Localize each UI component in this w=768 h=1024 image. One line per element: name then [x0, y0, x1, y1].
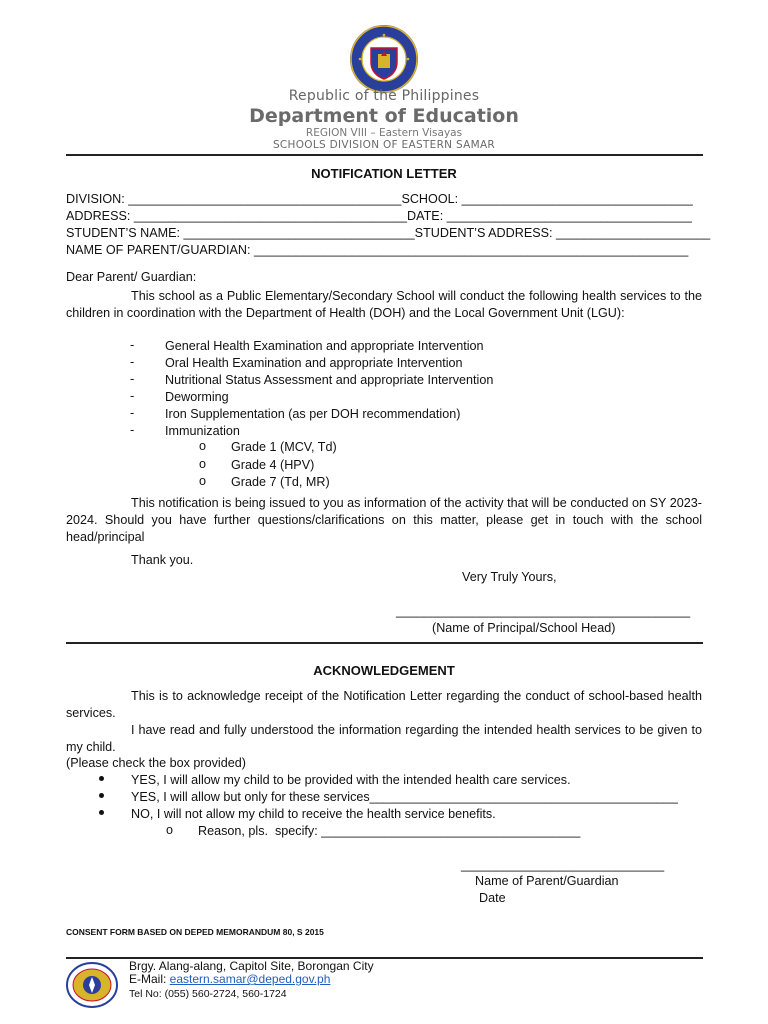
- section-divider: [66, 642, 703, 644]
- ack-instruction: (Please check the box provided): [66, 756, 246, 770]
- division-heading: SCHOOLS DIVISION OF EASTERN SAMAR: [272, 139, 496, 151]
- division-seal-logo: [66, 962, 118, 1008]
- list-marker: -: [130, 389, 135, 403]
- principal-signature-line: __________________________________________: [396, 604, 691, 618]
- sub-list-marker: o: [166, 823, 174, 837]
- list-item: Deworming: [165, 390, 229, 404]
- sub-list-marker: o: [199, 474, 207, 488]
- closing-text: Very Truly Yours,: [462, 570, 557, 584]
- list-item: Nutritional Status Assessment and appropriate Intervention: [165, 373, 494, 387]
- list-item: General Health Examination and appropriate Intervention: [165, 339, 484, 353]
- deped-seal-logo: [349, 24, 419, 94]
- department-heading: Department of Education: [249, 105, 519, 127]
- field-student-name-address: STUDENT’S NAME: _________________________________STUDENT’S ADDRESS: ______________________: [66, 226, 711, 240]
- intro-paragraph: This school as a Public Elementary/Secondary School will conduct the following health services to the children in coordination with the Department of Health (DOH) and the Local Government Unit (LGU):: [66, 289, 702, 320]
- ack-paragraph-2: I have read and fully understood the information regarding the intended health services to be given to my child.: [66, 723, 702, 754]
- list-marker: -: [130, 355, 135, 369]
- parent-signature-line: _____________________________: [461, 858, 665, 872]
- acknowledgement-title: ACKNOWLEDGEMENT: [313, 663, 455, 678]
- field-address-date: ADDRESS: _______________________________________DATE: ___________________________________: [66, 209, 692, 223]
- footer-email-row: [129, 972, 330, 986]
- footer-tel: Tel No: (055) 560-2724, 560-1724: [129, 988, 287, 1000]
- consent-note: CONSENT FORM BASED ON DEPED MEMORANDUM 80, S 2015: [66, 927, 324, 937]
- list-item: Oral Health Examination and appropriate Intervention: [165, 356, 463, 370]
- footer-address: Brgy. Alang-alang, Capitol Site, Borongan City: [129, 959, 374, 973]
- sub-list-item: Grade 1 (MCV, Td): [231, 440, 337, 454]
- header-divider: [66, 154, 703, 156]
- principal-signature-label: (Name of Principal/School Head): [432, 621, 616, 635]
- sub-list-marker: o: [199, 457, 207, 471]
- salutation: Dear Parent/ Guardian:: [66, 270, 197, 284]
- reason-field: Reason, pls. specify: _____________________________________: [198, 824, 581, 838]
- sub-list-item: Grade 7 (Td, MR): [231, 475, 330, 489]
- notice-paragraph: This notification is being issued to you as information of the activity that will be conducted on SY 2023-2024. Should you have further questions/clarifications on this matter, please get in touch with the school head/principal: [66, 496, 702, 544]
- republic-heading: Republic of the Philippines: [288, 88, 480, 104]
- list-marker: -: [130, 406, 135, 420]
- sub-list-marker: o: [199, 439, 207, 453]
- bullet-icon: [99, 810, 104, 815]
- list-item: Iron Supplementation (as per DOH recommendation): [165, 407, 461, 421]
- consent-option-yes: YES, I will allow my child to be provided with the intended health care services.: [131, 773, 571, 787]
- consent-option-no: NO, I will not allow my child to receive the health service benefits.: [131, 807, 496, 821]
- parent-signature-date: Date: [479, 891, 506, 905]
- ack-paragraph-1: This is to acknowledge receipt of the Notification Letter regarding the conduct of school-based health services.: [66, 689, 702, 720]
- sub-list-item: Grade 4 (HPV): [231, 458, 315, 472]
- region-heading: REGION VIII – Eastern Visayas: [305, 127, 463, 139]
- field-division-school: DIVISION: _______________________________________SCHOOL: _________________________________: [66, 192, 693, 206]
- footer-email-link[interactable]: eastern.samar@deped.gov.ph: [169, 972, 331, 986]
- notification-title: NOTIFICATION LETTER: [311, 166, 457, 181]
- parent-signature-name: Name of Parent/Guardian: [475, 874, 619, 888]
- list-item: Immunization: [165, 424, 240, 438]
- footer-email-label: E-Mail:: [129, 972, 170, 986]
- bullet-icon: [99, 793, 104, 798]
- thanks-text: Thank you.: [131, 553, 194, 567]
- consent-option-partial: YES, I will allow but only for these services____________________________________________: [131, 790, 678, 804]
- list-marker: -: [130, 338, 135, 352]
- list-marker: -: [130, 372, 135, 386]
- field-parent-name: NAME OF PARENT/GUARDIAN: ______________________________________________________________: [66, 243, 689, 257]
- list-marker: -: [130, 423, 135, 437]
- bullet-icon: [99, 776, 104, 781]
